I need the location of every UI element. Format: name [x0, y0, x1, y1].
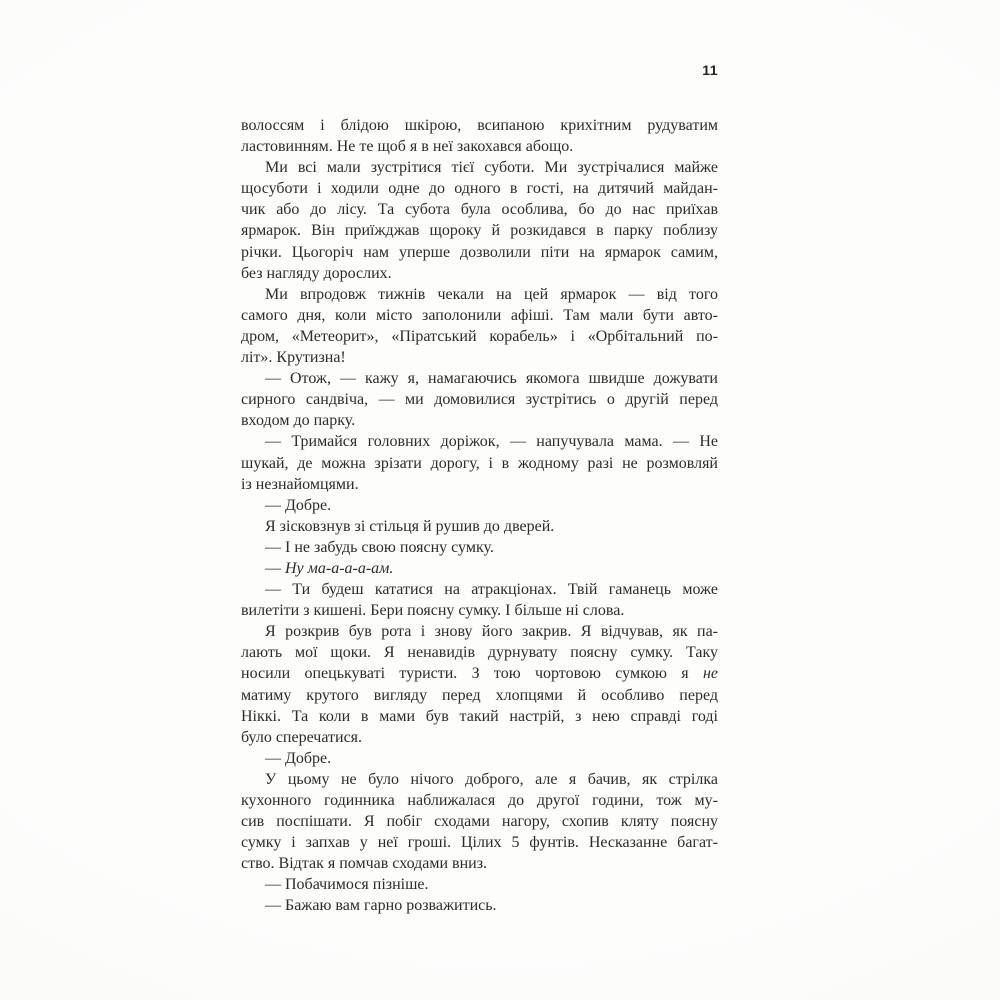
- text-line: [241, 284, 718, 305]
- italic-text-segment: Ну ма-а-а-а-ам.: [285, 559, 394, 577]
- text-segment: У цьому не було нічого доброго, але я бачив, як стрілка: [265, 770, 718, 788]
- text-line: [241, 895, 718, 916]
- text-segment: носили опецькуваті туристи. З тою чортовою сумкою я: [241, 665, 703, 683]
- text-segment: —: [265, 559, 285, 577]
- text-segment: сумку і запхав у неї гроші. Цілих 5 фунтів. Несказанне багат-: [241, 834, 718, 852]
- text-line: [241, 558, 718, 579]
- text-line: [241, 178, 718, 199]
- text-line: [241, 242, 718, 263]
- text-line: [241, 685, 718, 706]
- text-segment: було сперечатися.: [241, 728, 363, 746]
- text-segment: Ми всі мали зустрітися тієї суботи. Ми зустрічалися майже: [265, 159, 718, 177]
- text-line: [241, 516, 718, 537]
- text-segment: самого дня, коли місто заполонили афіші. Там мали бути авто-: [241, 306, 718, 324]
- text-segment: — Бажаю вам гарно розважитись.: [265, 897, 497, 915]
- text-line: [241, 368, 718, 389]
- text-segment: — Добре.: [265, 496, 332, 514]
- text-line: [241, 199, 718, 220]
- text-line: [241, 537, 718, 558]
- text-segment: лають мої щоки. Я ненавидів дурнувату поясну сумку. Таку: [241, 644, 718, 662]
- text-segment: матиму крутого вигляду перед хлопцями й особливо перед: [241, 686, 718, 704]
- text-segment: чик або до лісу. Та субота була особлива, бо до нас приїхав: [241, 201, 718, 219]
- text-line: [241, 642, 718, 663]
- text-line: [241, 453, 718, 474]
- text-line: [241, 115, 718, 136]
- page-number: 11: [702, 62, 718, 78]
- text-line: [241, 727, 718, 748]
- text-segment: Я розкрив був рота і знову його закрив. Я відчував, як па-: [265, 623, 718, 641]
- text-line: [241, 663, 718, 684]
- italic-text-segment: не: [702, 665, 718, 683]
- text-line: [241, 220, 718, 241]
- text-segment: — Побачимося пізніше.: [265, 876, 429, 894]
- text-line: [241, 389, 718, 410]
- text-segment: — Ти будеш кататися на атракціонах. Твій гаманець може: [265, 581, 718, 599]
- text-line: [241, 853, 718, 874]
- text-segment: сив поспішати. Я побіг сходами нагору, схопив кляту поясну: [241, 813, 718, 831]
- text-segment: ластовинням. Не те щоб я в неї закохався абощо.: [241, 138, 574, 156]
- text-line: [241, 874, 718, 895]
- text-segment: шукай, де можна зрізати дорогу, і в жодному разі не розмовляй: [241, 454, 718, 472]
- text-segment: дром, «Метеорит», «Піратський корабель» і «Орбітальний по-: [241, 327, 718, 345]
- text-line: [241, 474, 718, 495]
- text-segment: щосуботи і ходили одне до одного в гості, на дитячий майдан-: [241, 180, 718, 198]
- text-line: [241, 748, 718, 769]
- text-segment: вилетіти з кишені. Бери поясну сумку. І більше ні слова.: [241, 602, 625, 620]
- text-line: [241, 157, 718, 178]
- text-segment: річки. Цьогоріч нам уперше дозволили піти на ярмарок самим,: [241, 243, 718, 261]
- text-line: [241, 832, 718, 853]
- text-segment: кухонного годинника наближалася до другої години, тож му-: [241, 792, 718, 809]
- text-line: [241, 621, 718, 642]
- text-line: [241, 431, 718, 452]
- text-segment: без нагляду дорослих.: [241, 264, 392, 282]
- text-segment: волоссям і блідою шкірою, всипаною крихітним рудуватим: [241, 117, 718, 134]
- text-segment: — Отож, — кажу я, намагаючись якомога швидше дожувати: [265, 370, 718, 388]
- text-line: [241, 769, 718, 790]
- text-line: [241, 326, 718, 347]
- text-segment: ство. Відтак я помчав сходами вниз.: [241, 855, 488, 873]
- text-line: [241, 263, 718, 284]
- text-line: [241, 790, 718, 811]
- text-segment: — Тримайся головних доріжок, — напучувала мама. — Не: [265, 433, 718, 451]
- text-line: [241, 347, 718, 368]
- text-line: [241, 136, 718, 157]
- text-segment: із незнайомцями.: [241, 475, 359, 493]
- text-segment: Я зісковзнув зі стільця й рушив до дверей.: [265, 517, 555, 535]
- text-line: [241, 600, 718, 621]
- text-segment: — Добре.: [265, 749, 332, 767]
- text-line: [241, 305, 718, 326]
- text-segment: Ми впродовж тижнів чекали на цей ярмарок — від того: [265, 285, 718, 303]
- text-segment: входом до парку.: [241, 412, 356, 430]
- text-line: [241, 410, 718, 431]
- text-line: [241, 706, 718, 727]
- text-block: [241, 115, 718, 917]
- text-segment: — І не забудь свою поясну сумку.: [265, 538, 494, 556]
- text-segment: сирного сандвіча, — ми домовилися зустрітись о другій перед: [241, 391, 718, 409]
- text-segment: літ». Крутизна!: [241, 349, 346, 367]
- text-segment: Ніккі. Та коли в мами був такий настрій, з нею справді годі: [241, 707, 718, 725]
- text-line: [241, 579, 718, 600]
- text-line: [241, 495, 718, 516]
- text-line: [241, 811, 718, 832]
- text-segment: ярмарок. Він приїжджав щороку й розкидався в парку поблизу: [241, 222, 718, 240]
